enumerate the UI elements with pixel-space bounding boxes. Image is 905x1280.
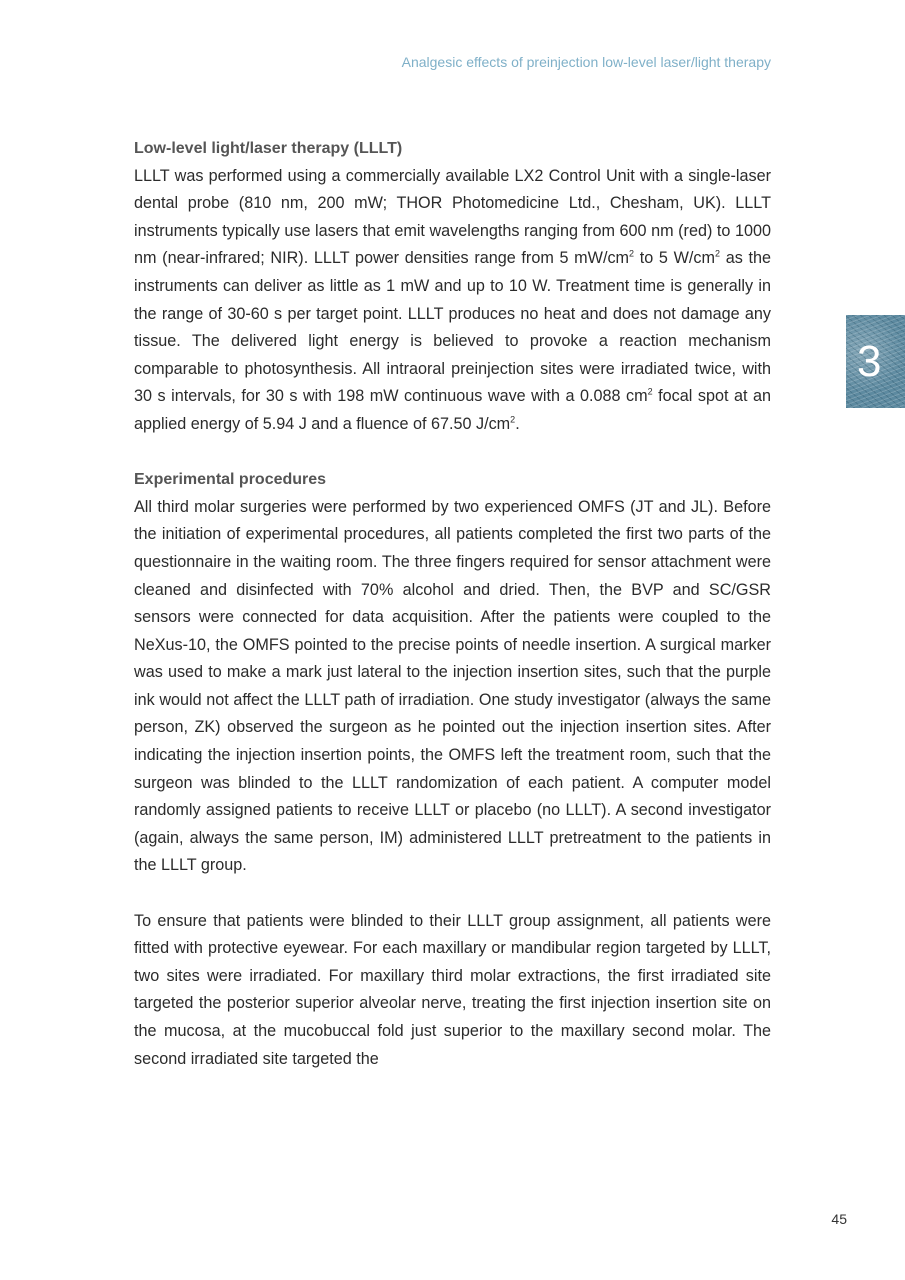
paragraph-lllt bbox=[134, 163, 771, 439]
section-title-lllt: Low-level light/laser therapy (LLLT) bbox=[134, 140, 403, 157]
paragraph-procedures-1: All third molar surgeries were performed by two experienced OMFS (JT and JL). Before the initiation of experimental procedures, all patients completed the first two parts of the questionnaire in the waiting room. The three fingers required for sensor attachment were cleaned and disinfected with 70% alcohol and dried. Then, the BVP and SC/GSR sensors were connected for data acquisition. After the patients were coupled to the NeXus-10, the OMFS pointed to the precise points of needle insertion. A surgical marker was used to make a mark just lateral to the injection insertion sites, such that the purple ink would not affect the LLLT path of irradiation. One study investigator (always the same person, ZK) observed the surgeon as he pointed out the injection insertion sites. After indicating the injection insertion points, the OMFS left the treatment room, such that the surgeon was blinded to the LLLT randomization of each patient. A computer model randomly assigned patients to receive LLLT or placebo (no LLLT). A second investigator (again, always the same person, IM) administered LLLT pretreatment to the patients in the LLLT group. bbox=[134, 497, 771, 875]
text-segment: LLLT was performed using a commercially available LX2 Control Unit with a single-laser dental probe (810 nm, 200 mW; THOR Photomedicine Ltd., Chesham, UK). LLLT instruments typically use lasers that emit wavelengths ranging from 600 nm (red) to 1000 nm (near-infrared; NIR). LLLT power densities range from 5 mW/cm bbox=[134, 166, 771, 268]
superscript: 2 bbox=[629, 248, 635, 259]
text-segment: . bbox=[515, 414, 520, 433]
paragraph-procedures-2: To ensure that patients were blinded to their LLLT group assignment, all patients were fitted with protective eyewear. For each maxillary or mandibular region targeted by LLLT, two sites were irradiated. For maxillary third molar extractions, the first irradiated site targeted the posterior superior alveolar nerve, treating the first injection insertion site on the mucosa, at the mucobuccal fold just superior to the maxillary second molar. The second irradiated site targeted the bbox=[134, 911, 771, 1068]
superscript: 2 bbox=[714, 248, 720, 259]
body-content bbox=[134, 135, 771, 1073]
running-header: Analgesic effects of preinjection low-level laser/light therapy bbox=[401, 54, 771, 70]
page-number: 45 bbox=[831, 1211, 847, 1227]
chapter-tab[interactable] bbox=[846, 315, 905, 408]
paragraph-gap bbox=[134, 439, 771, 467]
text-segment: focal spot at an applied energy of 5.94 J and a fluence of 67.50 J/cm bbox=[134, 387, 771, 433]
paragraph-gap bbox=[134, 880, 771, 908]
chapter-number: 3 bbox=[857, 336, 882, 386]
text-segment: to 5 W/cm bbox=[634, 249, 715, 268]
superscript: 2 bbox=[510, 414, 516, 425]
text-segment: as the instruments can deliver as little as 1 mW and up to 10 W. Treatment time is generally in the range of 30-60 s per target point. LLLT produces no heat and does not damage any tissue. The delivered light energy is believed to provoke a reaction mechanism comparable to photosynthesis. All intraoral preinjection sites were irradiated twice, with 30 s intervals, for 30 s with 198 mW continuous wave with a 0.088 cm bbox=[134, 249, 771, 406]
superscript: 2 bbox=[647, 386, 653, 397]
section-title-experimental-procedures: Experimental procedures bbox=[134, 471, 327, 489]
